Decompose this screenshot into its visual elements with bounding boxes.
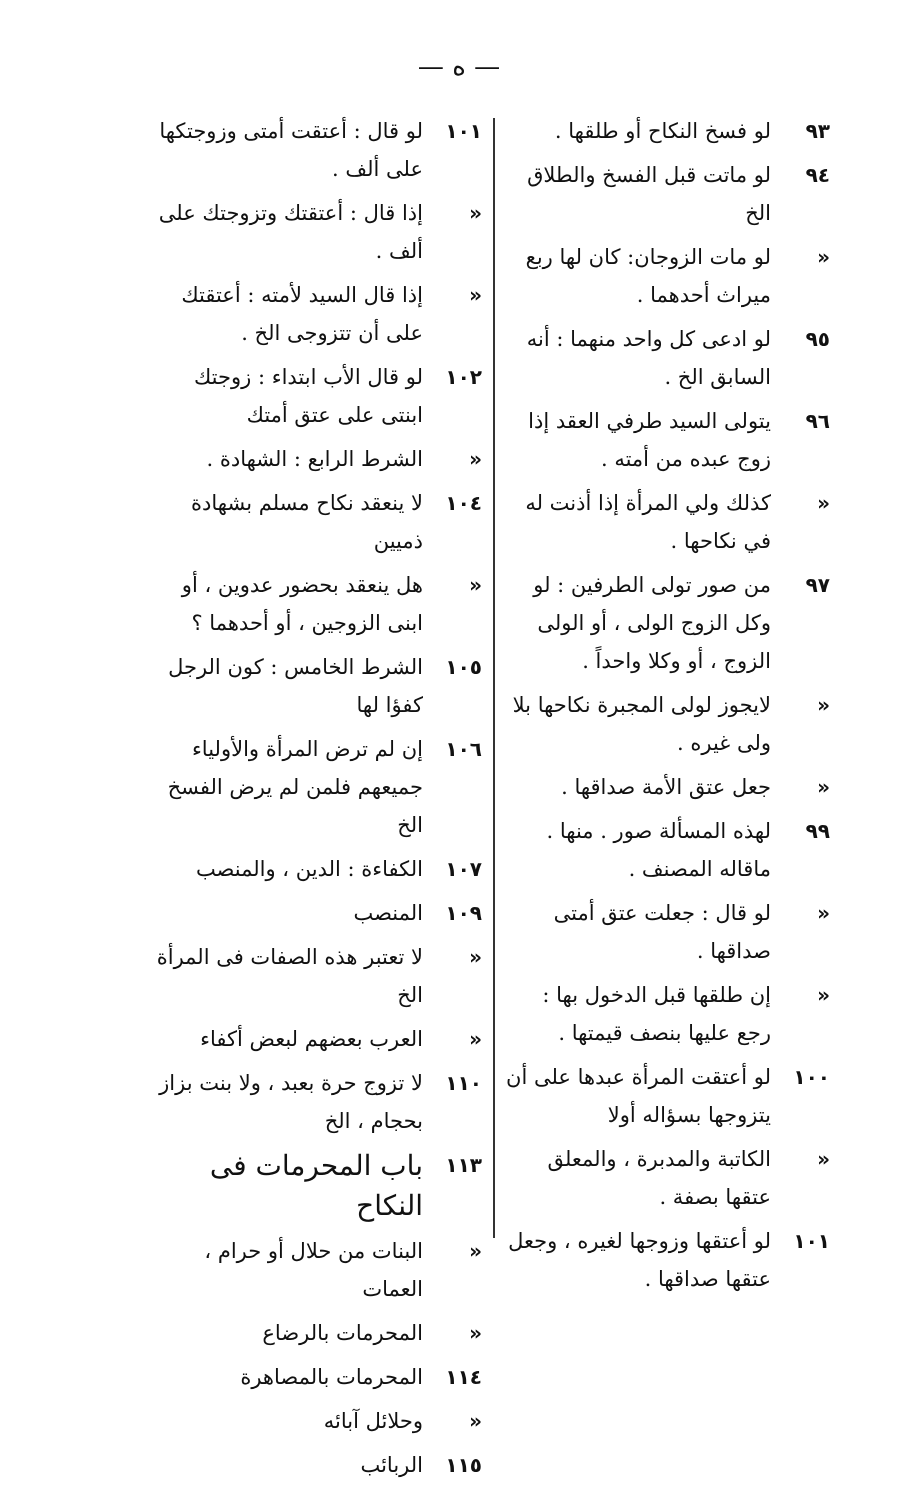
entry-text: لو ادعى كل واحد منهما : أنه السابق الخ . [526,327,771,389]
index-entry [152,484,482,560]
entry-number: « [817,245,830,269]
entry-number: « [817,1147,830,1171]
entry-number: ١٠٩ [445,901,482,925]
entry-number: ١١٥ [445,1453,482,1477]
entry-text: إن لم ترض المرأة والأولياء جميعهم فلمن لم يرض الفسخ الخ [167,737,423,837]
index-entry [152,730,482,844]
index-entry [505,402,830,478]
entry-number: ١٠٧ [445,857,482,881]
index-entry [505,812,830,888]
entry-text: من صور تولى الطرفين : لو وكل الزوج الولى ، أو الولى الزوج ، أو وكلا واحداً . [533,573,771,673]
entry-number: ١٠٤ [445,491,482,515]
index-column-right [505,112,830,1304]
index-entry [505,768,830,806]
entry-text: هل ينعقد بحضور عدوين ، أو ابنى الزوجين ، أو أحدهما ؟ [181,573,423,635]
entry-number: ٩٩ [805,819,830,843]
index-entry [152,566,482,642]
index-entry [152,1358,482,1396]
index-entry [152,1020,482,1058]
index-entry [505,1222,830,1298]
index-entry [505,976,830,1052]
index-entry [152,1314,482,1352]
index-entry [505,484,830,560]
entry-number: « [469,201,482,225]
entry-text: يتولى السيد طرفي العقد إذا زوج عبده من أمته . [528,409,771,471]
entry-number: « [817,491,830,515]
entry-text: إذا قال : أعتقتك وتزوجتك على ألف . [158,201,423,263]
entry-text: إن طلقها قبل الدخول بها : رجع عليها بنصف قيمتها . [542,983,771,1045]
entry-text: المحرمات بالرضاع [262,1321,423,1345]
entry-number: « [469,1027,482,1051]
entry-number: « [817,693,830,717]
index-entry [152,1402,482,1440]
index-column-left [152,112,482,1490]
index-entry [152,1146,482,1226]
index-entry [505,156,830,232]
entry-number: ١١٣ [445,1153,482,1177]
index-entry [152,1232,482,1308]
entry-number: ١٠٠ [793,1065,830,1089]
entry-text: لو قال : جعلت عتق أمتى صداقها . [553,901,771,963]
entry-text: لا تزوج حرة بعبد ، ولا بنت بزاز بحجام ، الخ [159,1071,423,1133]
entry-number: ١١٤ [445,1365,482,1389]
entry-text: لو قال : أعتقت أمتى وزوجتكها على ألف . [159,119,423,181]
index-entry [152,276,482,352]
entry-number: « [469,573,482,597]
entry-number: « [817,901,830,925]
entry-text: لو أعتقها وزوجها لغيره ، وجعل عتقها صداقها . [508,1229,771,1291]
entry-text: العرب بعضهم لبعض أكفاء [200,1027,423,1051]
entry-text: الشرط الرابع : الشهادة . [206,447,423,471]
index-entry [152,112,482,188]
index-entry [505,1058,830,1134]
entry-text: لو قال الأب ابتداء : زوجتك ابنتى على عتق أمتك [193,365,423,427]
page-header: — ه — [417,52,501,82]
index-entry [505,320,830,396]
entry-number: ٩٤ [805,163,830,187]
entry-number: « [469,447,482,471]
entry-text: إذا قال السيد لأمته : أعتقتك على أن تتزوجى الخ . [181,283,423,345]
entry-number: ١٠٦ [445,737,482,761]
index-entry [152,358,482,434]
entry-text: الربائب [360,1453,423,1477]
index-entry [152,938,482,1014]
entry-text: لو ماتت قبل الفسخ والطلاق الخ [527,163,771,225]
entry-text: لهذه المسألة صور . منها . ماقاله المصنف . [546,819,771,881]
section-heading: باب المحرمات فى النكاح [209,1149,423,1222]
index-entry [505,112,830,150]
entry-text: لو أعتقت المرأة عبدها على أن يتزوجها بسؤاله أولا [506,1065,771,1127]
index-entry [152,648,482,724]
index-entry [152,894,482,932]
entry-text: الكاتبة والمدبرة ، والمعلق عتقها بصفة . [547,1147,771,1209]
entry-number: ٩٥ [805,327,830,351]
entry-text: المحرمات بالمصاهرة [240,1365,423,1389]
index-entry [505,894,830,970]
entry-text: لايجوز لولى المجبرة نكاحها بلا ولى غيره . [512,693,771,755]
entry-text: لو فسخ النكاح أو طلقها . [554,119,771,143]
index-entry [152,1446,482,1484]
entry-number: ١١٠ [445,1071,482,1095]
entry-number: « [469,1321,482,1345]
index-entry [152,1064,482,1140]
index-entry [505,238,830,314]
entry-text: جعل عتق الأمة صداقها . [561,775,771,799]
entry-number: ٩٦ [805,409,830,433]
entry-text: البنات من حلال أو حرام ، العمات [204,1239,423,1301]
entry-number: « [469,945,482,969]
entry-text: لا تعتبر هذه الصفات فى المرأة الخ [156,945,423,1007]
entry-number: ١٠١ [445,119,482,143]
entry-text: الكفاءة : الدين ، والمنصب [195,857,423,881]
entry-text: كذلك ولي المرأة إذا أذنت له في نكاحها . [525,491,771,553]
index-entry [505,686,830,762]
index-entry [152,440,482,478]
entry-number: ١٠٥ [445,655,482,679]
entry-number: « [469,1409,482,1433]
entry-text: المنصب [353,901,423,925]
entry-text: لو مات الزوجان: كان لها ربع ميراث أحدهما . [525,245,771,307]
column-divider [493,118,495,1238]
entry-number: ٩٣ [805,119,830,143]
entry-number: ١٠٢ [445,365,482,389]
entry-number: ١٠١ [793,1229,830,1253]
index-entry [152,194,482,270]
entry-text: الشرط الخامس : كون الرجل كفؤا لها [168,655,423,717]
entry-number: « [469,1239,482,1263]
entry-number: « [469,283,482,307]
entry-text: وحلائل آبائه [323,1409,423,1433]
entry-text: لا ينعقد نكاح مسلم بشهادة ذميين [191,491,423,553]
entry-number: « [817,983,830,1007]
index-entry [505,1140,830,1216]
index-entry [505,566,830,680]
index-entry [152,850,482,888]
entry-number: ٩٧ [805,573,830,597]
entry-number: « [817,775,830,799]
